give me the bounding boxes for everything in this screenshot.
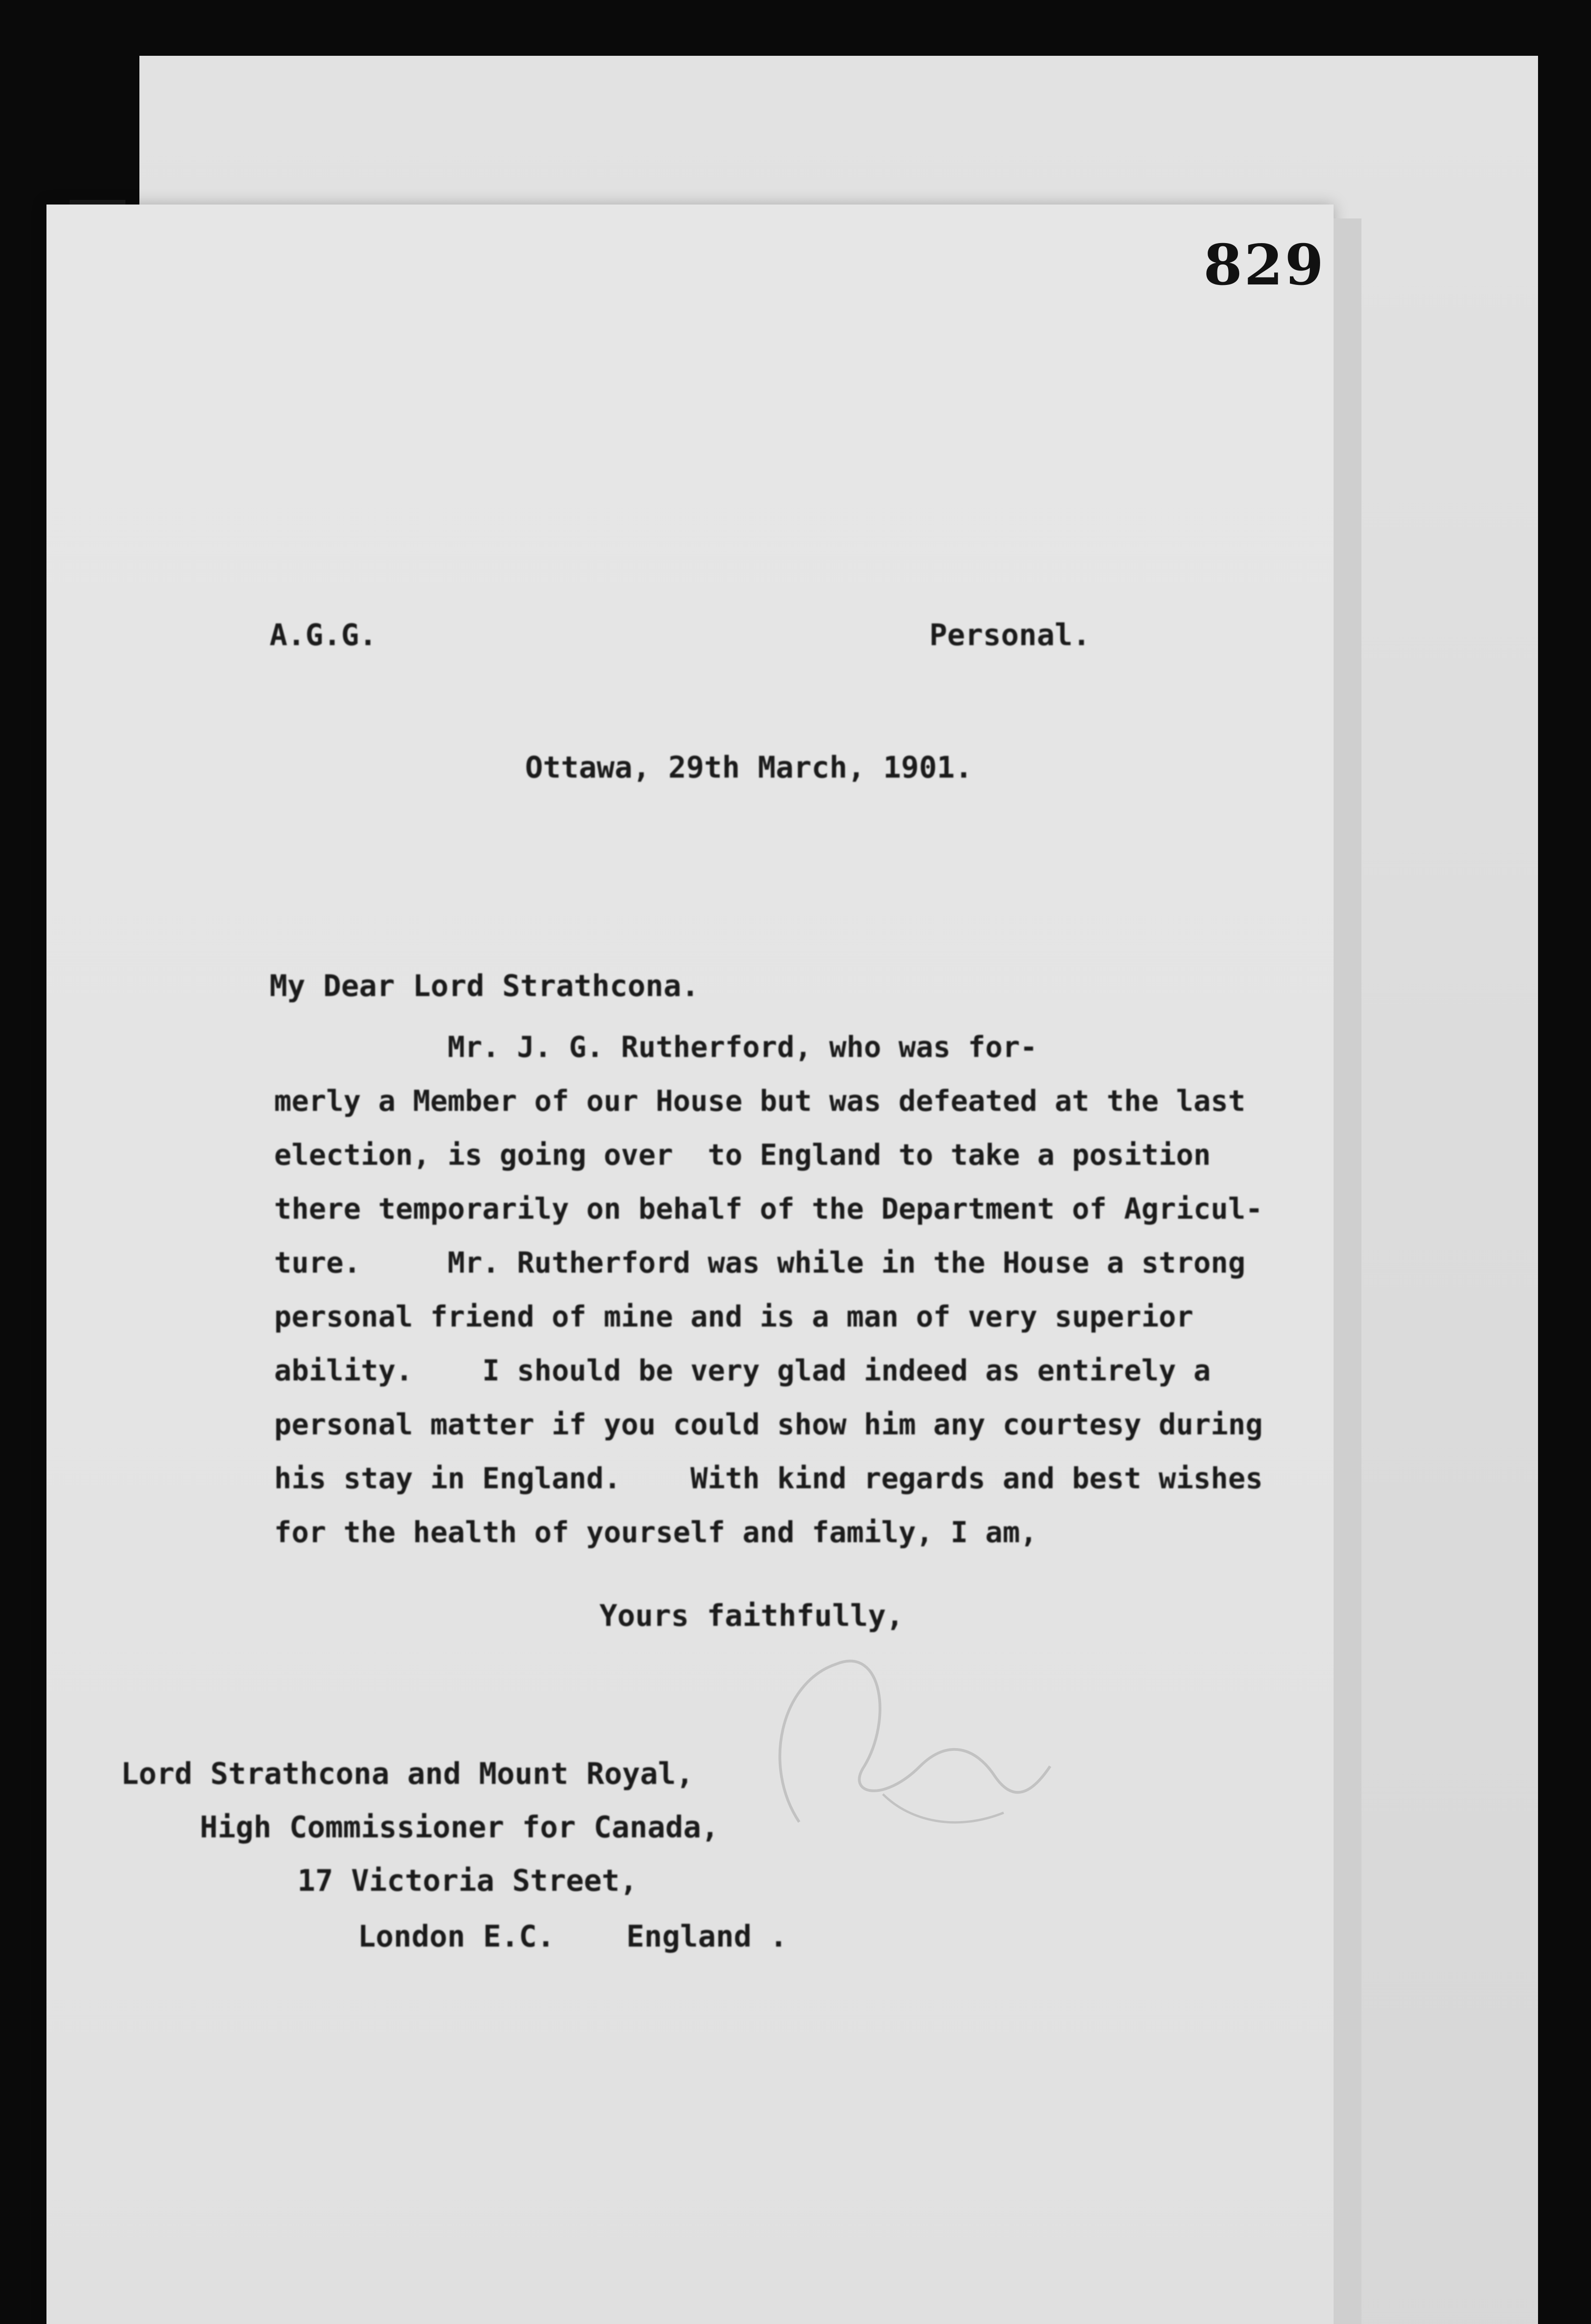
address-line: 17 Victoria Street, [297,1864,638,1898]
body-line: there temporarily on behalf of the Department of Agricul- [274,1192,1263,1226]
letter-body [274,1020,1263,1559]
salutation: My Dear Lord Strathcona. [270,969,699,1004]
reference-initials: A.G.G. [270,618,377,653]
address-line: London E.C. England . [358,1920,788,1954]
closing: Yours faithfully, [599,1599,904,1633]
dateline: Ottawa, 29th March, 1901. [525,751,973,785]
address-line: Lord Strathcona and Mount Royal, [121,1757,694,1791]
body-line: ability. I should be very glad indeed as entirely a [274,1353,1211,1387]
address-line: High Commissioner for Canada, [200,1810,719,1845]
body-line: for the health of yourself and family, I am, [274,1515,1038,1549]
body-line: personal friend of mine and is a man of very superior [274,1300,1194,1334]
personal-marking: Personal. [929,618,1091,653]
body-line: merly a Member of our House but was defeated at the last [274,1084,1246,1118]
page-number: 829 [1203,232,1326,298]
body-line: election, is going over to England to take a position [274,1138,1211,1172]
body-line: personal matter if you could show him any courtesy during [274,1407,1263,1441]
sheet-edge [1334,218,1361,2324]
body-line: Mr. J. G. Rutherford, who was for- [274,1030,1038,1064]
body-line: ture. Mr. Rutherford was while in the House a strong [274,1246,1246,1280]
faint-signature [743,1627,1069,1859]
body-line: his stay in England. With kind regards and best wishes [274,1461,1263,1495]
